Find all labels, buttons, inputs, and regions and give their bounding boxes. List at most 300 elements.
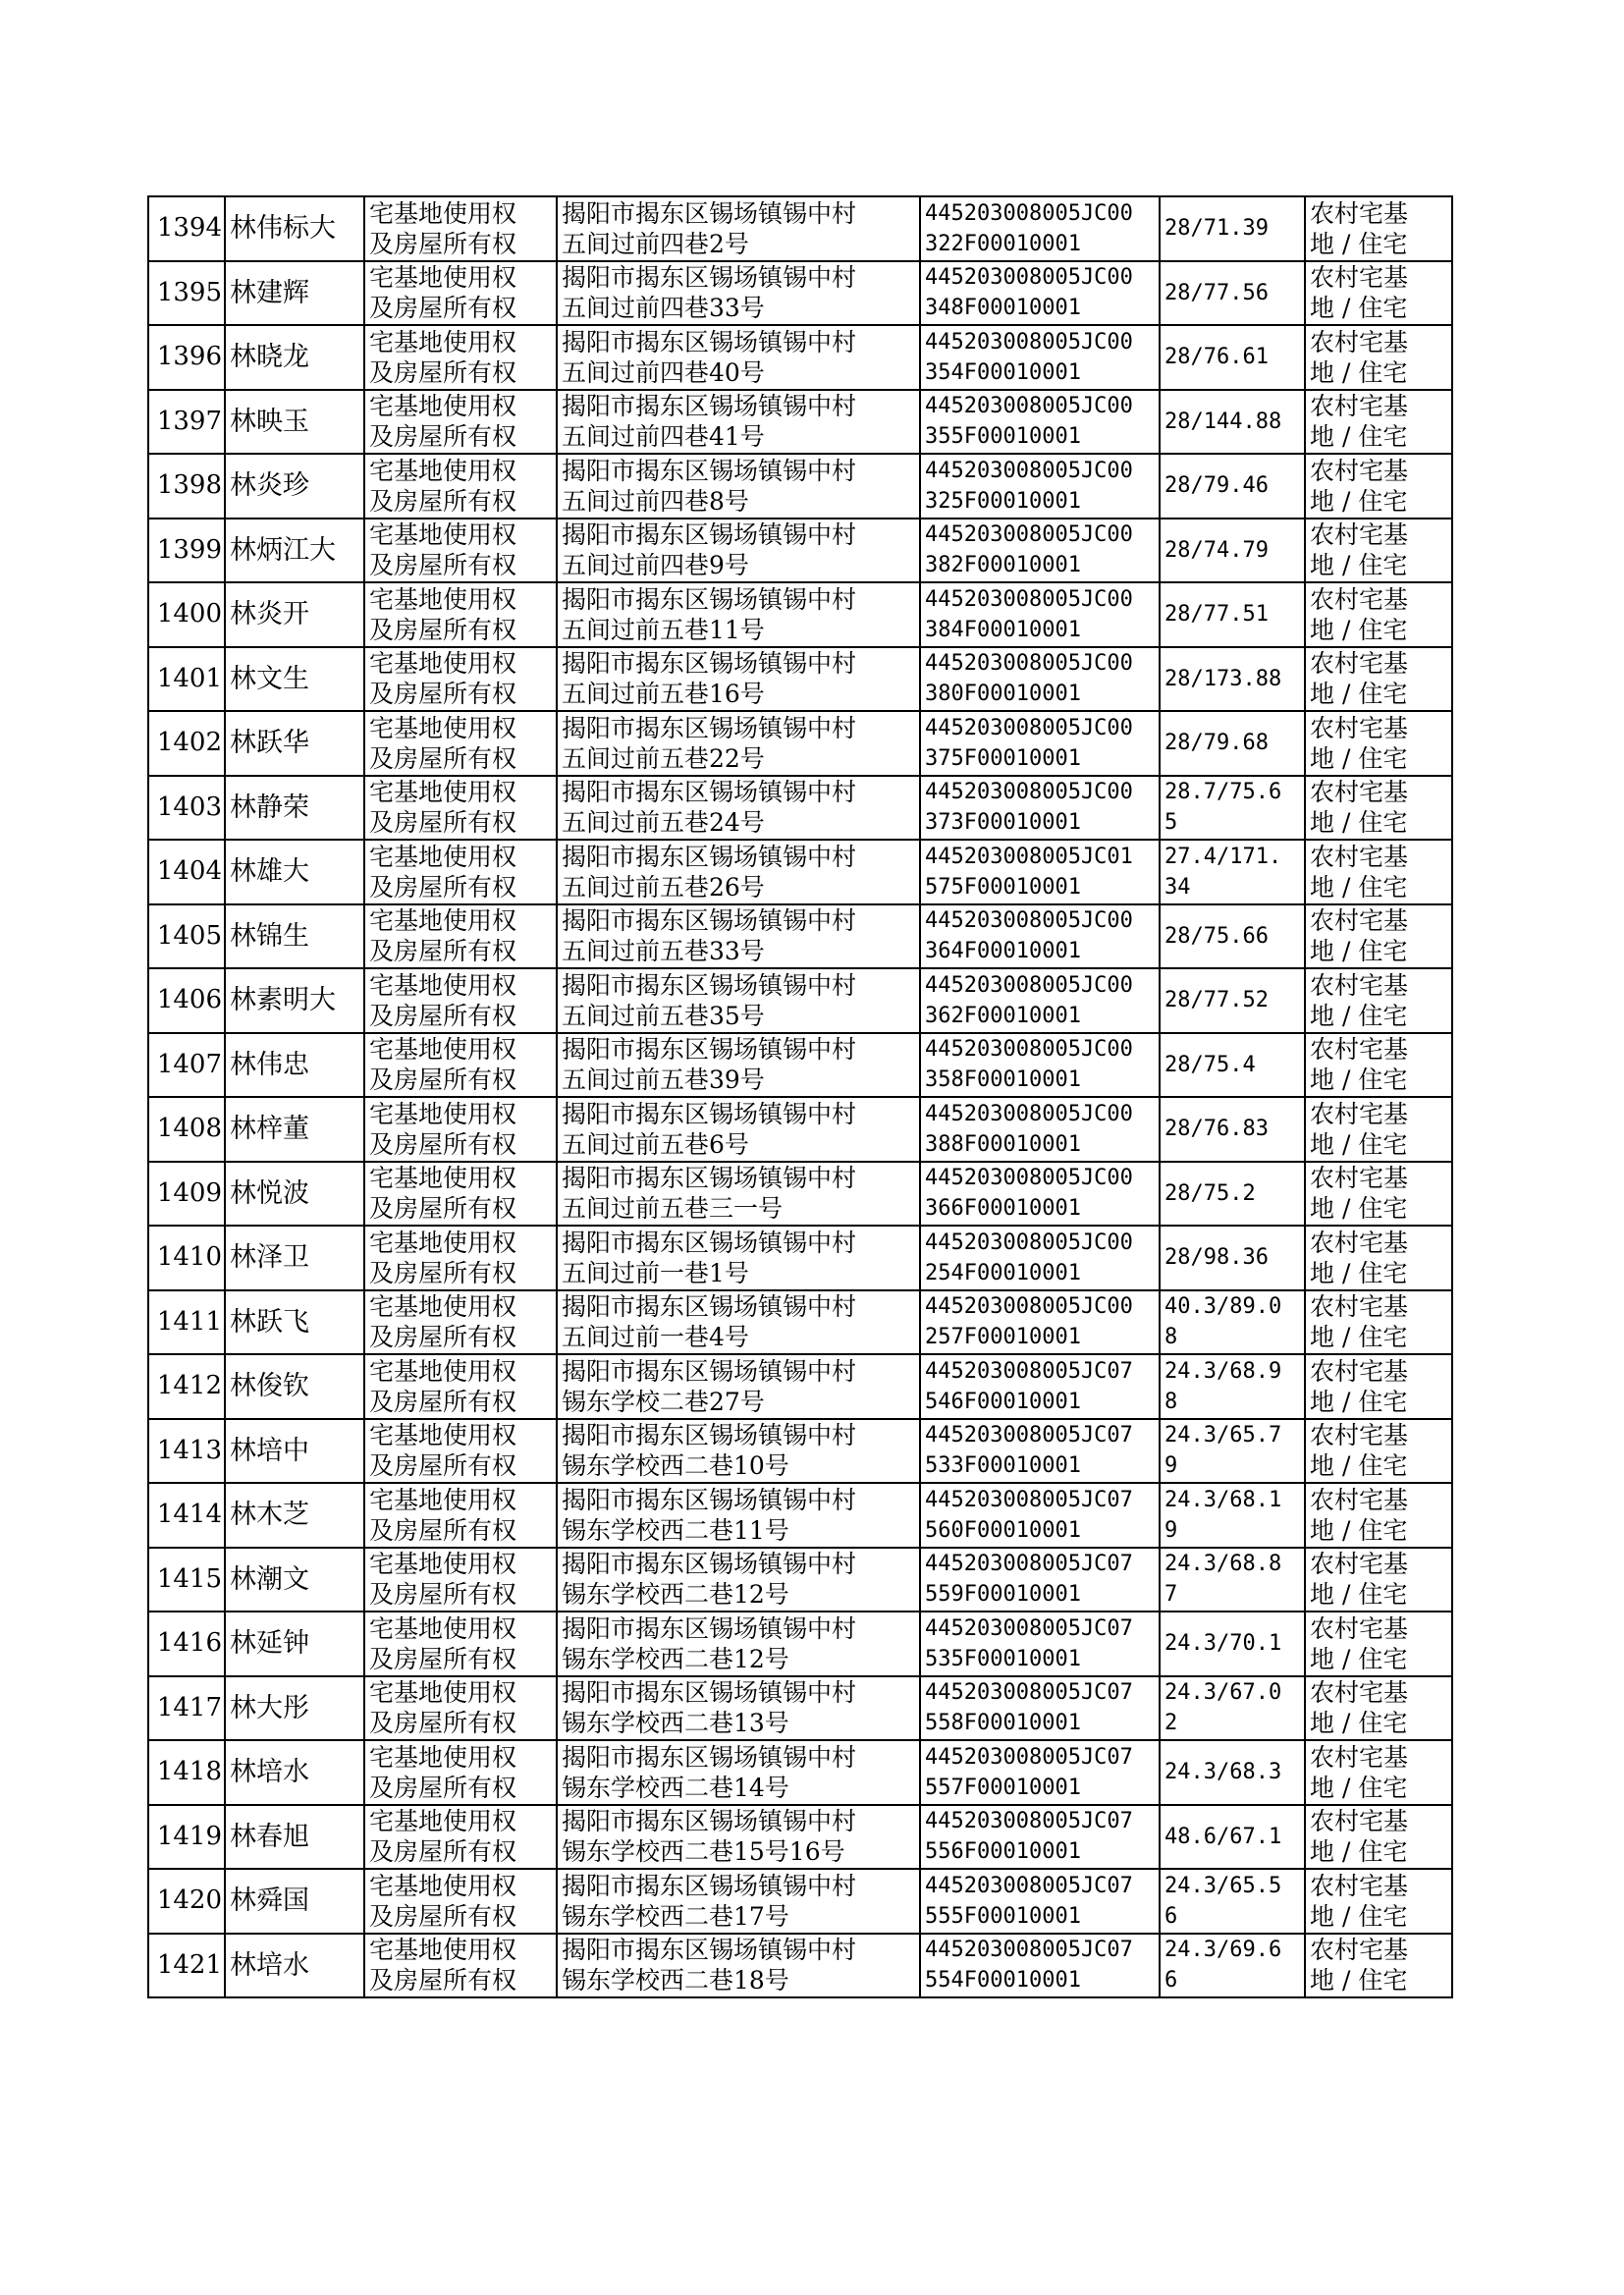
area-value-cell: [1160, 390, 1305, 455]
area-value-line: 28/76.83: [1164, 1117, 1269, 1142]
land-use-line: 农村宅基: [1310, 906, 1409, 936]
right-type-cell: [364, 1869, 557, 1934]
area-value-cell: [1160, 325, 1305, 390]
unit-code-cell: [920, 196, 1160, 261]
unit-code-line: 445203008005JC07: [925, 1487, 1133, 1512]
unit-code-line: 445203008005JC07: [925, 1744, 1133, 1770]
right-type-line: 宅基地使用权: [369, 1292, 517, 1322]
property-address-cell: [557, 390, 920, 455]
right-type-line: 宅基地使用权: [369, 970, 517, 1000]
table-row: [148, 390, 1452, 455]
property-address-line: 五间过前四巷9号: [562, 551, 749, 580]
property-address-line: 揭阳市揭东区锡场镇锡中村: [562, 1485, 857, 1514]
row-number-cell: 1417: [148, 1676, 225, 1741]
unit-code-line: 325F00010001: [925, 488, 1081, 514]
unit-code-line: 559F00010001: [925, 1582, 1081, 1608]
property-address-cell: [557, 325, 920, 390]
area-value-line: 28/77.51: [1164, 602, 1269, 628]
owner-name-cell: 林舜国: [225, 1869, 364, 1934]
land-use-line: 农村宅基: [1310, 1936, 1409, 1965]
unit-code-cell: [920, 647, 1160, 712]
land-use-cell: [1305, 1033, 1452, 1098]
owner-name-cell: 林潮文: [225, 1548, 364, 1612]
land-use-line: 地 / 住宅: [1310, 1001, 1408, 1030]
unit-code-line: 445203008005JC00: [925, 1101, 1133, 1126]
table-row: [148, 776, 1452, 841]
area-value-cell: [1160, 647, 1305, 712]
property-address-line: 锡东学校西二巷14号: [562, 1773, 789, 1802]
unit-code-cell: [920, 325, 1160, 390]
right-type-cell: [364, 1676, 557, 1741]
property-address-cell: [557, 1612, 920, 1676]
land-use-cell: [1305, 1548, 1452, 1612]
property-address-line: 锡东学校西二巷10号: [562, 1451, 789, 1481]
land-use-cell: [1305, 519, 1452, 583]
property-address-line: 五间过前五巷16号: [562, 680, 765, 709]
land-use-cell: [1305, 1483, 1452, 1548]
area-value-line: 28/79.68: [1164, 731, 1269, 756]
row-number-cell: 1397: [148, 390, 225, 455]
property-address-line: 五间过前五巷24号: [562, 808, 765, 838]
land-use-line: 地 / 住宅: [1310, 1644, 1408, 1673]
area-value-line: 28/144.88: [1164, 409, 1282, 434]
right-type-cell: [364, 519, 557, 583]
property-address-cell: [557, 1483, 920, 1548]
unit-code-line: 364F00010001: [925, 939, 1081, 964]
area-value-cell: [1160, 776, 1305, 841]
unit-code-line: 445203008005JC00: [925, 1294, 1133, 1320]
area-value-cell: [1160, 261, 1305, 326]
table-row: [148, 1354, 1452, 1419]
row-number-cell: 1421: [148, 1934, 225, 1998]
property-address-cell: [557, 1290, 920, 1355]
owner-name-cell: 林大彤: [225, 1676, 364, 1741]
property-address-line: 揭阳市揭东区锡场镇锡中村: [562, 1164, 857, 1193]
land-use-cell: [1305, 261, 1452, 326]
area-value-cell: [1160, 582, 1305, 647]
property-address-line: 揭阳市揭东区锡场镇锡中村: [562, 520, 857, 550]
land-use-line: 农村宅基: [1310, 198, 1409, 228]
land-use-line: 地 / 住宅: [1310, 422, 1408, 452]
owner-name-cell: 林木芝: [225, 1483, 364, 1548]
area-value-cell: [1160, 454, 1305, 519]
property-address-line: 五间过前五巷11号: [562, 615, 765, 644]
unit-code-cell: [920, 904, 1160, 969]
property-address-cell: [557, 711, 920, 776]
unit-code-line: 445203008005JC07: [925, 1358, 1133, 1384]
right-type-cell: [364, 582, 557, 647]
unit-code-cell: [920, 1612, 1160, 1676]
right-type-line: 及房屋所有权: [369, 1323, 517, 1352]
area-value-cell: [1160, 1612, 1305, 1676]
right-type-cell: [364, 454, 557, 519]
area-value-line: 24.3/69.6: [1164, 1938, 1282, 1963]
property-address-line: 五间过前五巷22号: [562, 743, 765, 773]
area-value-line: 48.6/67.1: [1164, 1824, 1282, 1849]
right-type-cell: [364, 968, 557, 1033]
row-number-cell: 1408: [148, 1097, 225, 1162]
right-type-cell: [364, 1033, 557, 1098]
unit-code-cell: [920, 1548, 1160, 1612]
property-address-cell: [557, 582, 920, 647]
right-type-line: 及房屋所有权: [369, 422, 517, 452]
owner-name-cell: 林雄大: [225, 840, 364, 904]
right-type-line: 及房屋所有权: [369, 1066, 517, 1095]
property-address-cell: [557, 261, 920, 326]
area-value-line: 28/77.52: [1164, 988, 1269, 1013]
land-use-line: 农村宅基: [1310, 1678, 1409, 1708]
right-type-line: 及房屋所有权: [369, 1966, 517, 1995]
land-use-line: 地 / 住宅: [1310, 1515, 1408, 1545]
right-type-line: 宅基地使用权: [369, 1936, 517, 1965]
property-address-cell: [557, 1354, 920, 1419]
table-row: [148, 582, 1452, 647]
unit-code-line: 445203008005JC00: [925, 586, 1133, 612]
land-use-line: 地 / 住宅: [1310, 1837, 1408, 1867]
unit-code-cell: [920, 261, 1160, 326]
land-use-cell: [1305, 711, 1452, 776]
right-type-line: 宅基地使用权: [369, 198, 517, 228]
right-type-line: 及房屋所有权: [369, 1644, 517, 1673]
unit-code-line: 445203008005JC00: [925, 1037, 1133, 1063]
unit-code-line: 445203008005JC00: [925, 972, 1133, 998]
unit-code-line: 555F00010001: [925, 1903, 1081, 1929]
property-address-line: 揭阳市揭东区锡场镇锡中村: [562, 1742, 857, 1772]
land-use-line: 地 / 住宅: [1310, 1901, 1408, 1931]
row-number-cell: 1404: [148, 840, 225, 904]
right-type-line: 宅基地使用权: [369, 1742, 517, 1772]
table-row: [148, 1869, 1452, 1934]
right-type-line: 及房屋所有权: [369, 551, 517, 580]
area-value-cell: [1160, 196, 1305, 261]
property-address-line: 锡东学校西二巷11号: [562, 1515, 789, 1545]
land-use-line: 地 / 住宅: [1310, 294, 1408, 323]
area-value-line: 28/173.88: [1164, 666, 1282, 691]
unit-code-line: 445203008005JC07: [925, 1615, 1133, 1641]
land-use-cell: [1305, 1097, 1452, 1162]
right-type-line: 及房屋所有权: [369, 486, 517, 516]
unit-code-cell: [920, 1033, 1160, 1098]
unit-code-line: 322F00010001: [925, 231, 1081, 256]
area-value-line: 24.3/67.0: [1164, 1680, 1282, 1706]
land-use-line: 地 / 住宅: [1310, 1709, 1408, 1738]
land-use-line: 地 / 住宅: [1310, 872, 1408, 902]
right-type-line: 宅基地使用权: [369, 1356, 517, 1386]
area-value-line: 24.3/68.1: [1164, 1487, 1282, 1512]
unit-code-line: 445203008005JC00: [925, 200, 1133, 226]
land-use-cell: [1305, 1805, 1452, 1870]
area-value-cell: [1160, 1934, 1305, 1998]
owner-name-cell: 林炎开: [225, 582, 364, 647]
right-type-line: 及房屋所有权: [369, 294, 517, 323]
area-value-cell: [1160, 1226, 1305, 1290]
land-use-cell: [1305, 647, 1452, 712]
right-type-line: 宅基地使用权: [369, 1871, 517, 1900]
area-value-cell: [1160, 1097, 1305, 1162]
row-number-cell: 1420: [148, 1869, 225, 1934]
right-type-line: 宅基地使用权: [369, 584, 517, 614]
unit-code-line: 445203008005JC07: [925, 1873, 1133, 1898]
right-type-line: 及房屋所有权: [369, 357, 517, 387]
area-value-cell: [1160, 1354, 1305, 1419]
land-use-cell: [1305, 1934, 1452, 1998]
property-address-line: 揭阳市揭东区锡场镇锡中村: [562, 1807, 857, 1836]
area-value-line: 24.3/68.3: [1164, 1760, 1282, 1785]
row-number-cell: 1395: [148, 261, 225, 326]
unit-code-cell: [920, 1483, 1160, 1548]
right-type-line: 宅基地使用权: [369, 713, 517, 742]
right-type-cell: [364, 1548, 557, 1612]
right-type-line: 宅基地使用权: [369, 906, 517, 936]
table-row: [148, 325, 1452, 390]
right-type-line: 宅基地使用权: [369, 520, 517, 550]
row-number-cell: 1419: [148, 1805, 225, 1870]
land-use-line: 地 / 住宅: [1310, 1129, 1408, 1159]
right-type-line: 宅基地使用权: [369, 1421, 517, 1450]
land-use-line: 农村宅基: [1310, 1099, 1409, 1128]
table-row: [148, 196, 1452, 261]
owner-name-cell: 林泽卫: [225, 1226, 364, 1290]
property-address-line: 五间过前五巷35号: [562, 1001, 765, 1030]
property-address-line: 揭阳市揭东区锡场镇锡中村: [562, 1099, 857, 1128]
owner-name-cell: 林晓龙: [225, 325, 364, 390]
row-number-cell: 1416: [148, 1612, 225, 1676]
land-use-line: 地 / 住宅: [1310, 808, 1408, 838]
land-use-line: 农村宅基: [1310, 1035, 1409, 1065]
table-row: [148, 1419, 1452, 1484]
owner-name-cell: 林伟标大: [225, 196, 364, 261]
table-row: [148, 1934, 1452, 1998]
unit-code-cell: [920, 390, 1160, 455]
land-use-line: 地 / 住宅: [1310, 743, 1408, 773]
property-address-line: 五间过前四巷40号: [562, 357, 765, 387]
area-value-cell: [1160, 1033, 1305, 1098]
area-value-cell: [1160, 1548, 1305, 1612]
unit-code-line: 382F00010001: [925, 553, 1081, 578]
land-use-line: 农村宅基: [1310, 1485, 1409, 1514]
area-value-line: 28.7/75.6: [1164, 780, 1282, 805]
land-use-line: 地 / 住宅: [1310, 1066, 1408, 1095]
unit-code-cell: [920, 1226, 1160, 1290]
property-address-line: 揭阳市揭东区锡场镇锡中村: [562, 1035, 857, 1065]
unit-code-line: 445203008005JC00: [925, 1229, 1133, 1255]
right-type-cell: [364, 1483, 557, 1548]
row-number-cell: 1401: [148, 647, 225, 712]
area-value-cell: [1160, 904, 1305, 969]
unit-code-line: 546F00010001: [925, 1389, 1081, 1414]
unit-code-cell: [920, 968, 1160, 1033]
property-address-line: 揭阳市揭东区锡场镇锡中村: [562, 584, 857, 614]
area-value-line: 8: [1164, 1325, 1178, 1350]
property-address-line: 五间过前四巷41号: [562, 422, 765, 452]
unit-code-line: 445203008005JC00: [925, 329, 1133, 355]
property-address-line: 五间过前四巷33号: [562, 294, 765, 323]
records-table: [147, 195, 1453, 1998]
property-address-line: 揭阳市揭东区锡场镇锡中村: [562, 327, 857, 356]
land-use-cell: [1305, 1612, 1452, 1676]
area-value-cell: [1160, 968, 1305, 1033]
property-address-line: 五间过前五巷39号: [562, 1066, 765, 1095]
property-address-line: 锡东学校西二巷17号: [562, 1901, 789, 1931]
land-use-line: 农村宅基: [1310, 1613, 1409, 1643]
owner-name-cell: 林俊钦: [225, 1354, 364, 1419]
right-type-line: 宅基地使用权: [369, 1613, 517, 1643]
row-number-cell: 1418: [148, 1740, 225, 1805]
area-value-cell: [1160, 519, 1305, 583]
unit-code-line: 445203008005JC00: [925, 715, 1133, 740]
property-address-cell: [557, 519, 920, 583]
property-address-line: 锡东学校西二巷13号: [562, 1709, 789, 1738]
land-use-line: 农村宅基: [1310, 778, 1409, 807]
property-address-cell: [557, 454, 920, 519]
unit-code-line: 354F00010001: [925, 359, 1081, 385]
right-type-line: 及房屋所有权: [369, 1451, 517, 1481]
owner-name-cell: 林培水: [225, 1740, 364, 1805]
land-use-line: 地 / 住宅: [1310, 229, 1408, 258]
property-address-cell: [557, 1805, 920, 1870]
property-address-line: 揭阳市揭东区锡场镇锡中村: [562, 392, 857, 421]
land-use-line: 地 / 住宅: [1310, 486, 1408, 516]
owner-name-cell: 林跃华: [225, 711, 364, 776]
right-type-line: 及房屋所有权: [369, 1901, 517, 1931]
area-value-line: 8: [1164, 1389, 1178, 1414]
property-address-cell: [557, 196, 920, 261]
right-type-cell: [364, 1419, 557, 1484]
right-type-cell: [364, 390, 557, 455]
right-type-cell: [364, 325, 557, 390]
area-value-cell: [1160, 840, 1305, 904]
land-use-line: 地 / 住宅: [1310, 937, 1408, 966]
row-number-cell: 1409: [148, 1162, 225, 1227]
owner-name-cell: 林跃飞: [225, 1290, 364, 1355]
area-value-line: 5: [1164, 810, 1178, 836]
property-address-line: 锡东学校西二巷15号16号: [562, 1837, 845, 1867]
land-use-line: 农村宅基: [1310, 1871, 1409, 1900]
right-type-cell: [364, 840, 557, 904]
area-value-line: 27.4/171.: [1164, 844, 1282, 869]
right-type-line: 及房屋所有权: [369, 1837, 517, 1867]
property-address-line: 揭阳市揭东区锡场镇锡中村: [562, 1421, 857, 1450]
owner-name-cell: 林炳江大: [225, 519, 364, 583]
right-type-line: 及房屋所有权: [369, 1194, 517, 1224]
right-type-line: 宅基地使用权: [369, 1099, 517, 1128]
land-use-line: 农村宅基: [1310, 327, 1409, 356]
property-address-line: 揭阳市揭东区锡场镇锡中村: [562, 1936, 857, 1965]
unit-code-line: 254F00010001: [925, 1260, 1081, 1285]
land-use-line: 农村宅基: [1310, 1742, 1409, 1772]
records-body: [148, 196, 1452, 1997]
land-use-line: 农村宅基: [1310, 649, 1409, 679]
right-type-cell: [364, 1740, 557, 1805]
property-address-cell: [557, 1676, 920, 1741]
property-address-cell: [557, 1934, 920, 1998]
owner-name-cell: 林悦波: [225, 1162, 364, 1227]
right-type-line: 宅基地使用权: [369, 1228, 517, 1257]
table-row: [148, 1162, 1452, 1227]
property-address-line: 五间过前五巷三一号: [562, 1194, 784, 1224]
row-number-cell: 1398: [148, 454, 225, 519]
property-address-line: 揭阳市揭东区锡场镇锡中村: [562, 456, 857, 485]
area-value-line: 9: [1164, 1517, 1178, 1543]
table-row: [148, 1483, 1452, 1548]
right-type-line: 及房屋所有权: [369, 229, 517, 258]
table-row: [148, 647, 1452, 712]
table-row: [148, 968, 1452, 1033]
table-row: [148, 1612, 1452, 1676]
land-use-line: 地 / 住宅: [1310, 1773, 1408, 1802]
right-type-line: 宅基地使用权: [369, 327, 517, 356]
unit-code-cell: [920, 1097, 1160, 1162]
table-row: [148, 1676, 1452, 1741]
land-use-line: 地 / 住宅: [1310, 357, 1408, 387]
area-value-cell: [1160, 711, 1305, 776]
property-address-line: 揭阳市揭东区锡场镇锡中村: [562, 1871, 857, 1900]
unit-code-line: 257F00010001: [925, 1325, 1081, 1350]
right-type-line: 宅基地使用权: [369, 778, 517, 807]
property-address-cell: [557, 1162, 920, 1227]
unit-code-cell: [920, 1290, 1160, 1355]
area-value-line: 24.3/65.5: [1164, 1873, 1282, 1898]
row-number-cell: 1402: [148, 711, 225, 776]
unit-code-line: 445203008005JC07: [925, 1552, 1133, 1577]
table-row: [148, 1805, 1452, 1870]
property-address-line: 揭阳市揭东区锡场镇锡中村: [562, 1613, 857, 1643]
property-address-line: 锡东学校西二巷18号: [562, 1966, 789, 1995]
land-use-cell: [1305, 1419, 1452, 1484]
area-value-line: 28/77.56: [1164, 280, 1269, 305]
unit-code-line: 445203008005JC01: [925, 844, 1133, 869]
land-use-cell: [1305, 390, 1452, 455]
owner-name-cell: 林春旭: [225, 1805, 364, 1870]
property-address-cell: [557, 1419, 920, 1484]
land-use-line: 农村宅基: [1310, 1421, 1409, 1450]
unit-code-cell: [920, 1676, 1160, 1741]
land-use-cell: [1305, 325, 1452, 390]
row-number-cell: 1403: [148, 776, 225, 841]
land-use-line: 地 / 住宅: [1310, 1258, 1408, 1287]
property-address-line: 揭阳市揭东区锡场镇锡中村: [562, 263, 857, 293]
land-use-line: 农村宅基: [1310, 842, 1409, 871]
area-value-line: 28/75.4: [1164, 1052, 1256, 1077]
unit-code-line: 554F00010001: [925, 1968, 1081, 1994]
unit-code-line: 445203008005JC00: [925, 1166, 1133, 1191]
right-type-line: 宅基地使用权: [369, 1035, 517, 1065]
right-type-cell: [364, 1805, 557, 1870]
land-use-cell: [1305, 904, 1452, 969]
property-address-cell: [557, 904, 920, 969]
owner-name-cell: 林培中: [225, 1419, 364, 1484]
area-value-line: 28/79.46: [1164, 473, 1269, 499]
land-use-line: 农村宅基: [1310, 713, 1409, 742]
area-value-line: 28/98.36: [1164, 1245, 1269, 1271]
property-address-line: 五间过前五巷6号: [562, 1129, 749, 1159]
right-type-line: 及房屋所有权: [369, 937, 517, 966]
row-number-cell: 1410: [148, 1226, 225, 1290]
land-use-line: 地 / 住宅: [1310, 1966, 1408, 1995]
unit-code-cell: [920, 582, 1160, 647]
area-value-line: 28/75.2: [1164, 1180, 1256, 1206]
unit-code-cell: [920, 776, 1160, 841]
property-address-cell: [557, 1740, 920, 1805]
right-type-cell: [364, 1226, 557, 1290]
right-type-cell: [364, 1934, 557, 1998]
land-use-line: 农村宅基: [1310, 584, 1409, 614]
table-row: [148, 519, 1452, 583]
table-row: [148, 711, 1452, 776]
property-address-line: 揭阳市揭东区锡场镇锡中村: [562, 1550, 857, 1579]
right-type-line: 及房屋所有权: [369, 1129, 517, 1159]
row-number-cell: 1414: [148, 1483, 225, 1548]
